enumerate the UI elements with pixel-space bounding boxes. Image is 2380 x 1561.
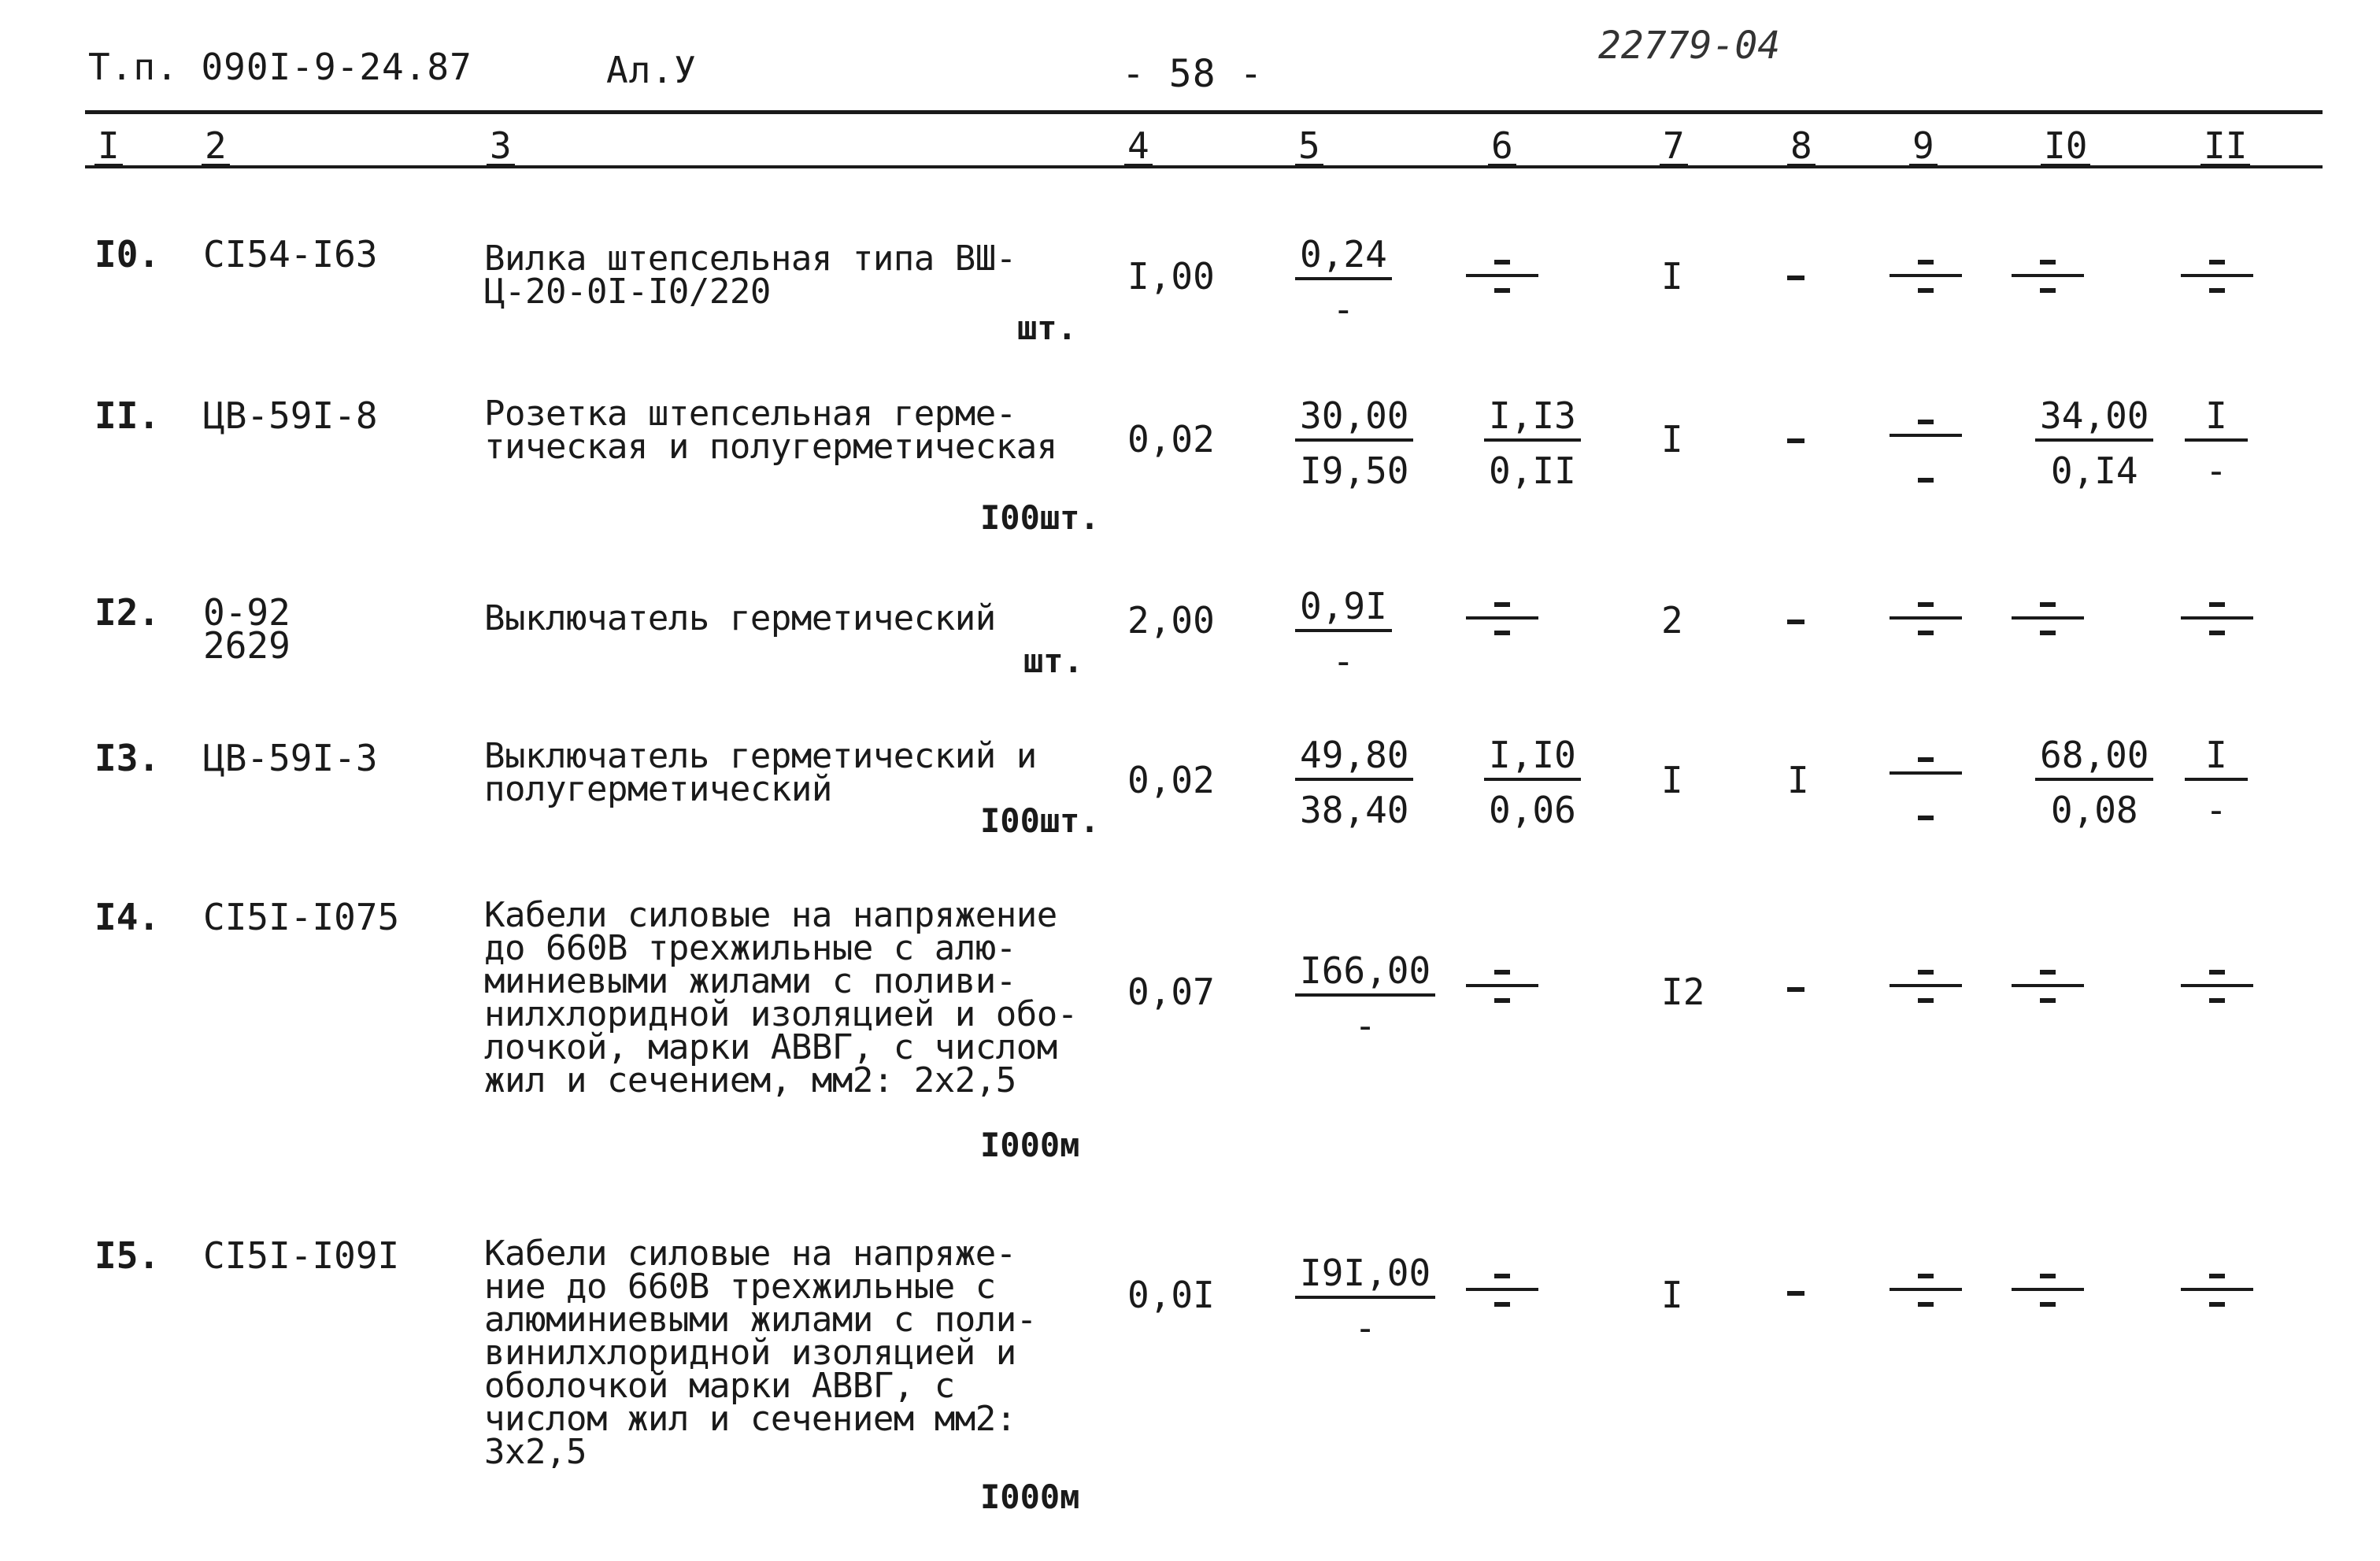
row-col5: 0,24 - bbox=[1295, 236, 1392, 327]
column-header-1: I bbox=[94, 124, 123, 167]
row-col7: I bbox=[1661, 255, 1683, 298]
row-number: I5. bbox=[94, 1234, 161, 1277]
row-col10: $\frac{34,00}{0,I4}$ bbox=[2035, 398, 2153, 489]
row-description: Вилка штепсельная типа ВШ- Ц-20-0I-I0/220 bbox=[484, 239, 1016, 312]
row-col5: $\frac{30,00}{I9,50}$ bbox=[1295, 398, 1413, 489]
row-col9-dash bbox=[1890, 420, 1962, 454]
row-quantity: 2,00 bbox=[1127, 599, 1215, 642]
row-code: ЦВ-59I-3 bbox=[203, 737, 378, 779]
column-header-10: I0 bbox=[2041, 124, 2090, 167]
column-header-2: 2 bbox=[202, 124, 230, 167]
row-col11: I - bbox=[2185, 737, 2248, 828]
row-col7: I bbox=[1661, 1274, 1683, 1316]
project-code: Т.п. 090I-9-24.87 bbox=[88, 46, 472, 88]
row-col8: I bbox=[1787, 759, 1809, 801]
row-col7: I bbox=[1661, 418, 1683, 461]
row-col9-dash bbox=[1890, 757, 1962, 792]
row-col9-dash bbox=[1890, 970, 1962, 1004]
row-col10-dash bbox=[2012, 1274, 2084, 1308]
row-number: I4. bbox=[94, 896, 161, 938]
row-col8-dash bbox=[1787, 620, 1804, 624]
row-col8-dash bbox=[1787, 1291, 1804, 1296]
row-col5: $\frac{49,80}{38,40}$ bbox=[1295, 737, 1413, 828]
row-code-secondary: 2629 bbox=[203, 624, 291, 667]
row-col11: I - bbox=[2185, 398, 2248, 489]
row-code: CI5I-I075 bbox=[203, 896, 400, 938]
row-col6: $\frac{I,I3}{0,II}$ bbox=[1484, 398, 1581, 489]
row-unit: шт. bbox=[1023, 642, 1083, 680]
row-number: I3. bbox=[94, 737, 161, 779]
column-header-6: 6 bbox=[1488, 124, 1516, 167]
row-unit: I00шт. bbox=[980, 498, 1100, 537]
row-col11-dash bbox=[2181, 970, 2253, 1004]
column-header-7: 7 bbox=[1660, 124, 1688, 167]
row-description: Кабели силовые на напряже- ние до 660В трехжильные с алюминиевыми жилами с поли- винилхлоридной изоляцией и оболочкой марки АВВГ, с числом жил и сечением мм2: 3х2,5 bbox=[484, 1234, 1037, 1472]
row-col7: I bbox=[1661, 759, 1683, 801]
row-col10-dash bbox=[2012, 602, 2084, 637]
column-header-11: II bbox=[2200, 124, 2250, 167]
row-col5: I66,00 - bbox=[1295, 953, 1435, 1044]
row-col8-dash bbox=[1787, 438, 1804, 443]
row-col9-dash bbox=[1890, 1274, 1962, 1308]
row-number: II. bbox=[94, 394, 161, 437]
header-rule-bottom bbox=[85, 165, 2323, 168]
row-col7: I2 bbox=[1661, 971, 1705, 1013]
column-header-4: 4 bbox=[1124, 124, 1153, 167]
row-col11-dash bbox=[2181, 1274, 2253, 1308]
column-header-9: 9 bbox=[1909, 124, 1938, 167]
row-col5: I9I,00 - bbox=[1295, 1255, 1435, 1346]
row-col11-dash bbox=[2181, 260, 2253, 294]
row-quantity: 0,02 bbox=[1127, 759, 1215, 801]
header-rule-top bbox=[85, 110, 2323, 114]
row-col6-dash bbox=[1466, 970, 1538, 1004]
column-header-5: 5 bbox=[1295, 124, 1323, 167]
row-code: CI54-I63 bbox=[203, 233, 378, 276]
row-col11-dash bbox=[2181, 602, 2253, 637]
page-number: - 58 - bbox=[1122, 52, 1264, 96]
row-code: CI5I-I09I bbox=[203, 1234, 400, 1277]
document-stamp: 22779-04 bbox=[1598, 24, 1781, 68]
album-label: Ал.У bbox=[606, 49, 697, 91]
row-col9-dash bbox=[1890, 602, 1962, 637]
row-unit: I000м bbox=[980, 1478, 1080, 1516]
row-number: I2. bbox=[94, 591, 161, 634]
row-description: Выключатель герметический bbox=[484, 598, 996, 638]
row-col7: 2 bbox=[1661, 599, 1683, 642]
row-unit: I00шт. bbox=[980, 801, 1100, 840]
row-col10-dash bbox=[2012, 970, 2084, 1004]
row-quantity: 0,0I bbox=[1127, 1274, 1215, 1316]
row-unit: I000м bbox=[980, 1126, 1080, 1164]
row-unit: шт. bbox=[1017, 309, 1077, 347]
row-description: Розетка штепсельная герме- тическая и полугерметическая bbox=[484, 394, 1057, 467]
row-col10-dash bbox=[2012, 260, 2084, 294]
row-code: 0-92 bbox=[203, 591, 291, 634]
row-col6-dash bbox=[1466, 1274, 1538, 1308]
row-col6-dash bbox=[1466, 602, 1538, 637]
row-col6: $\frac{I,I0}{0,06}$ bbox=[1484, 737, 1581, 828]
row-code: ЦВ-59I-8 bbox=[203, 394, 378, 437]
row-quantity: I,00 bbox=[1127, 255, 1215, 298]
row-col10: $\frac{68,00}{0,08}$ bbox=[2035, 737, 2153, 828]
row-col8-dash bbox=[1787, 987, 1804, 992]
column-header-3: 3 bbox=[487, 124, 515, 167]
row-col5: 0,9I - bbox=[1295, 588, 1392, 679]
row-description: Выключатель герметический и полугерметический bbox=[484, 736, 1037, 809]
row-col9-dash bbox=[1890, 260, 1962, 294]
row-quantity: 0,07 bbox=[1127, 971, 1215, 1013]
column-header-8: 8 bbox=[1787, 124, 1816, 167]
row-col6-dash bbox=[1466, 260, 1538, 294]
row-number: I0. bbox=[94, 233, 161, 276]
row-col8-dash bbox=[1787, 276, 1804, 280]
row-quantity: 0,02 bbox=[1127, 418, 1215, 461]
row-description: Кабели силовые на напряжение до 660В трехжильные с алю- миниевыми жилами с поливи- нилхлоридной изоляцией и обо- лочкой, марки АВВГ, с числом жил и сечением, мм2: 2х2,5 bbox=[484, 895, 1078, 1100]
